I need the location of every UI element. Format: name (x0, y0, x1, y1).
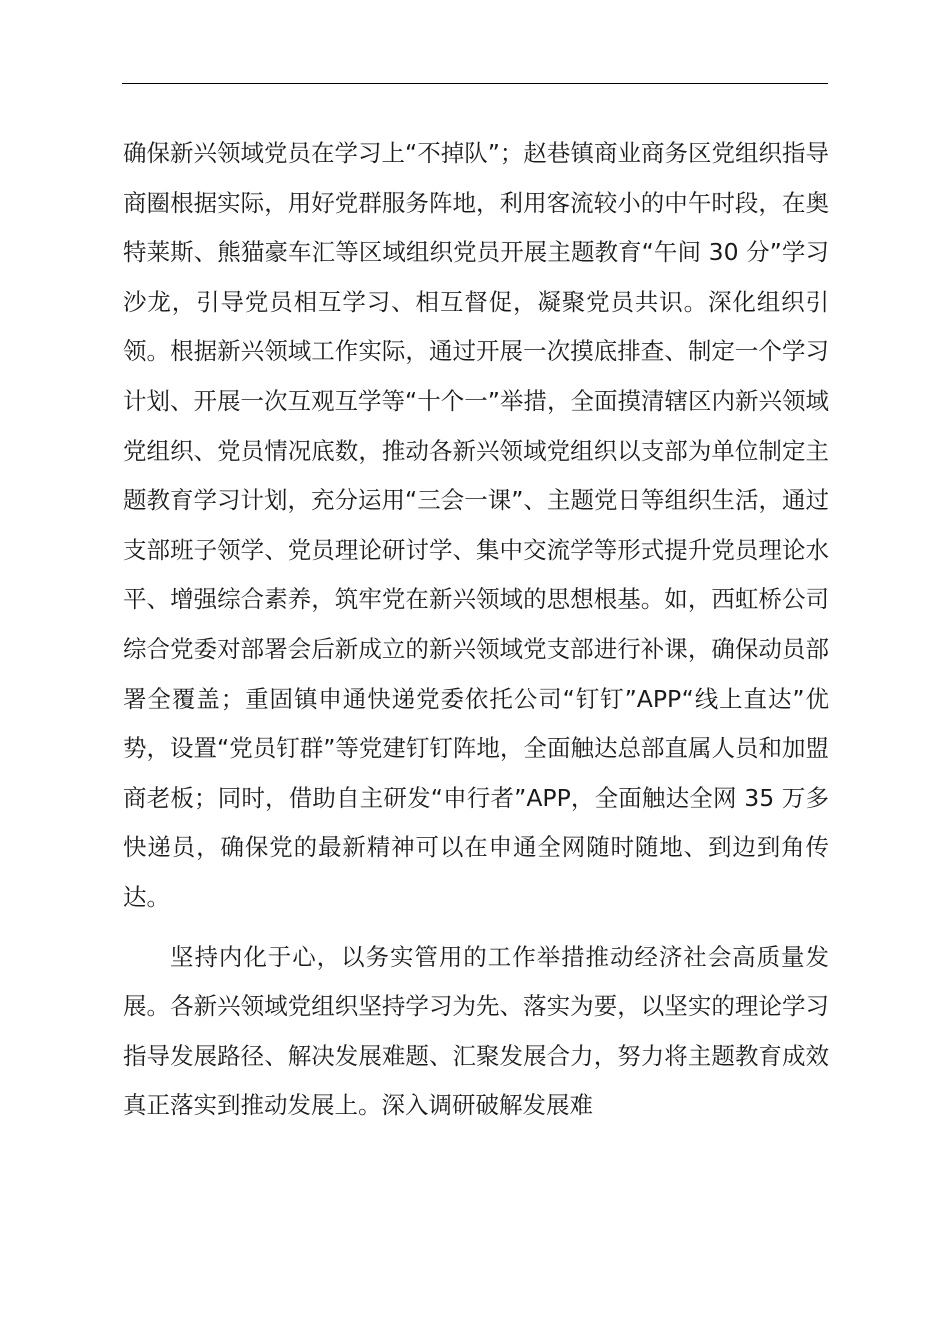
paragraph-indented: 坚持内化于心，以务实管用的工作举措推动经济社会高质量发展。各新兴领域党组织坚持学习为先、落实为要，以坚实的理论学习指导发展路径、解决发展难题、汇聚发展合力，努力将主题教育成效真正落实到推动发展上。深入调研破解发展难 (123, 942, 829, 1120)
document-body (123, 129, 829, 1131)
paragraph-continued: 确保新兴领域党员在学习上“不掉队”；赵巷镇商业商务区党组织指导商圈根据实际，用好党群服务阵地，利用客流较小的中午时段，在奥特莱斯、熊猫豪车汇等区域组织党员开展主题教育“午间 30 分”学习沙龙，引导党员相互学习、相互督促，凝聚党员共识。深化组织引领。根据新兴领域工作实际，通过开展一次摸底排查、制定一个学习计划、开展一次互观互学等“十个一”举措，全面摸清辖区内新兴领域党组织、党员情况底数，推动各新兴领域党组织以支部为单位制定主题教育学习计划，充分运用“三会一课”、主题党日等组织生活，通过支部班子领学、党员理论研讨学、集中交流学等形式提升党员理论水平、增强综合素养，筑牢党在新兴领域的思想根基。如，西虹桥公司综合党委对部署会后新成立的新兴领域党支部进行补课，确保动员部署全覆盖；重固镇申通快递党委依托公司“钉钉”APP“线上直达”优势，设置“党员钉群”等党建钉钉阵地，全面触达总部直属人员和加盟商老板；同时，借助自主研发“申行者”APP，全面触达全网 35 万多快递员，确保党的最新精神可以在申通全网随时随地、到边到角传达。 (123, 139, 829, 911)
header-rule (122, 83, 828, 84)
